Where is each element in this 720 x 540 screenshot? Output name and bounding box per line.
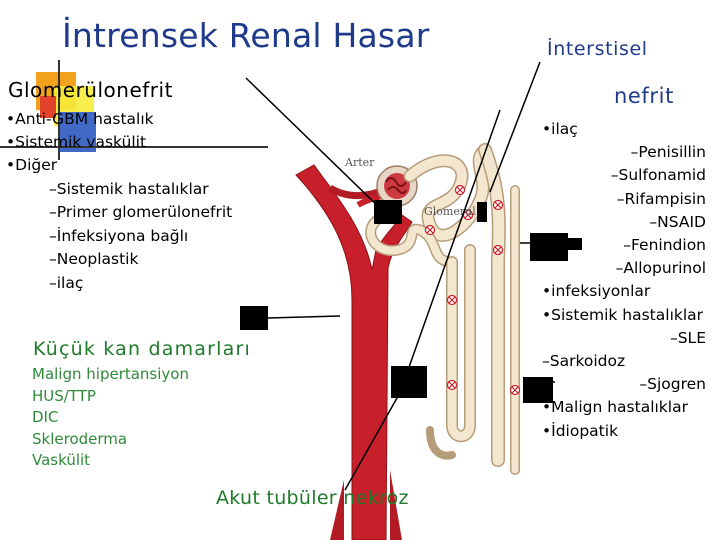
interstitial-item-sarkoidoz: –Sarkoidoz xyxy=(542,352,626,371)
sub-systemic-diseases: –Sistemik hastalıklar xyxy=(49,180,209,198)
bullet-anti-gbm: •Anti-GBM hastalık xyxy=(6,110,154,128)
bullet-other: •Diğer xyxy=(6,156,58,174)
sv-hus-ttp: HUS/TTP xyxy=(32,386,96,405)
glomerulus-label: Glomerul xyxy=(424,205,476,218)
glomerulonephritis-bullet-list xyxy=(6,108,154,177)
bullet-systemic-vasculitis: •Sistemik vaskülit xyxy=(6,133,147,151)
interstitial-item-allopurinol: –Allopurinol xyxy=(615,259,706,278)
sv-scleroderma: Skleroderma xyxy=(32,429,128,448)
interstitial-nephritis-list xyxy=(540,118,718,443)
sub-primary-gn: –Primer glomerülonefrit xyxy=(49,203,233,222)
glomerulonephritis-heading: Glomerülonefrit xyxy=(8,78,173,102)
interstitial-item-sjogren: –Sjogren xyxy=(639,375,706,394)
artery-label: Arter xyxy=(345,156,375,169)
interstitial-item-penisillin: –Penisillin xyxy=(630,143,706,162)
interstitial-item-rifampisin: –Rifampisin xyxy=(616,189,706,208)
interstitial-heading-line1: İnterstisel xyxy=(547,38,648,60)
sub-infection-related: –İnfeksiyona bağlı xyxy=(49,226,189,245)
sv-dic: DIC xyxy=(32,408,59,427)
interstitial-item-infeksiyonlar: •infeksiyonlar xyxy=(542,282,651,301)
interstitial-item-sulfonamid: –Sulfonamid xyxy=(610,166,706,185)
interstitial-heading-line2: nefrit xyxy=(614,84,674,108)
small-vessels-list xyxy=(32,364,189,472)
interstitial-item-malign-hastal-klar: •Malign hastalıklar xyxy=(542,398,688,417)
interstitial-item-nsaid: –NSAID xyxy=(649,212,706,231)
sv-vasculitis: Vaskülit xyxy=(32,451,91,470)
interstitial-item-fenindion: –Fenindion xyxy=(623,236,706,255)
interstitial-item-sle: –SLE xyxy=(669,328,706,347)
small-vessels-heading: Küçük kan damarları xyxy=(33,338,251,360)
sv-malignant-hypertension: Malign hipertansiyon xyxy=(32,365,189,383)
acute-tubular-necrosis-label: Akut tubüler nekroz xyxy=(216,487,409,509)
glomerulonephritis-sub-list xyxy=(49,178,232,295)
interstitial-item-sistemik-hastal-klar: •Sistemik hastalıklar xyxy=(542,305,704,324)
slide-title: İntrensek Renal Hasar xyxy=(62,16,430,55)
sub-neoplastic: –Neoplastik xyxy=(49,250,139,269)
sub-drug: –ilaç xyxy=(49,273,84,292)
interstitial-item-ila: •ilaç xyxy=(542,120,578,138)
interstitial-item-diopatik: •İdiopatik xyxy=(542,421,619,440)
